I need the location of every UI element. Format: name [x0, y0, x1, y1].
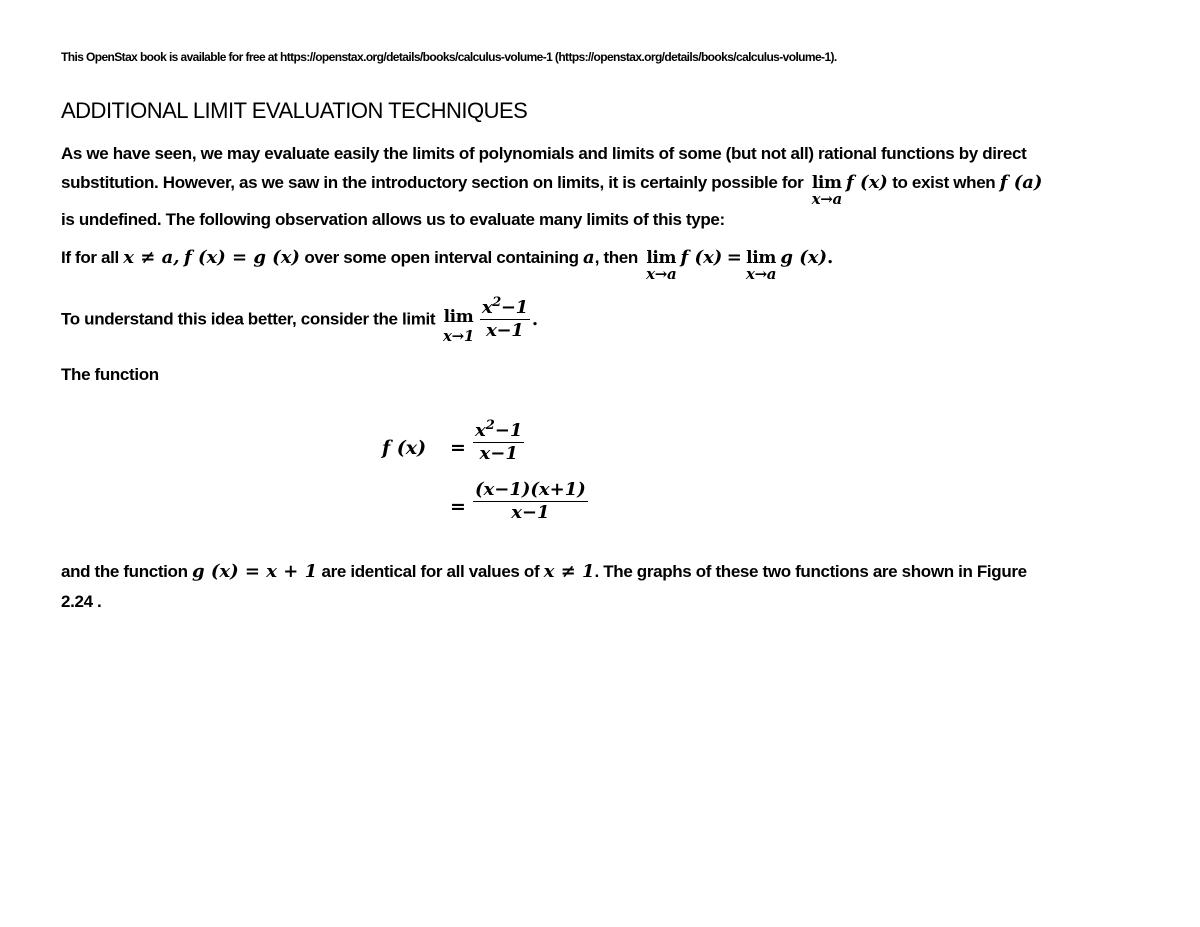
lim-subscript: x→a [811, 190, 842, 208]
lim-operator: lim [746, 248, 777, 268]
fraction-denominator: x−1 [486, 320, 524, 341]
section-heading: ADDITIONAL LIMIT EVALUATION TECHNIQUES [61, 98, 528, 123]
availability-note: This OpenStax book is available for free at https://openstax.org/details/books/calculus-volume-1 (https://openstax.org/details/books/calculus-volume-1). [61, 50, 837, 64]
base-x: x [481, 297, 493, 318]
para5-line1 [61, 561, 1027, 582]
para2-text1: If for all [61, 248, 119, 267]
math-g-x: g (x) [780, 247, 828, 268]
para1-line2 [61, 172, 1043, 208]
eq-lhs: f (x) [382, 437, 427, 459]
math-f-a: f (a) [999, 172, 1043, 193]
eq-frac-1 [473, 418, 524, 464]
eq-sign-2: = [450, 496, 466, 518]
math-a: a [583, 247, 595, 268]
equals-sign: = [726, 247, 742, 268]
para1-line2-mid: to exist when [892, 173, 996, 192]
period: . [531, 309, 539, 330]
minus-one: −1 [500, 297, 528, 318]
para1-line1: As we have seen, we may evaluate easily the limits of polynomials and limits of some (but not all) rational functions by direct [61, 144, 1027, 163]
lim-operator: lim [646, 248, 677, 268]
figure-reference: 2.24 . [61, 592, 102, 611]
math-x-ne-1: x ≠ 1 [543, 561, 595, 582]
fraction-denominator: x−1 [479, 443, 518, 464]
lim-subscript: x→a [746, 265, 777, 283]
math-x-ne-a: x ≠ a, [123, 247, 180, 268]
exponent: 2 [492, 295, 501, 310]
fraction-numerator: (x−1)(x+1) [475, 479, 586, 500]
lim-operator: lim [811, 173, 842, 193]
fraction [480, 295, 530, 341]
lim-operator: lim [443, 307, 474, 327]
limit-x-to-1 [443, 307, 474, 345]
para3-text: To understand this idea better, consider the limit [61, 309, 436, 329]
base-x: x [475, 420, 486, 441]
para2-text3: , then [594, 248, 638, 267]
lim-subscript: x→a [646, 265, 677, 283]
para1-line3: is undefined. The following observation allows us to evaluate many limits of this type: [61, 210, 725, 229]
fraction [473, 418, 524, 464]
para3 [61, 295, 539, 345]
para1-line2-text: substitution. However, as we saw in the introductory section on limits, it is certainly possible for [61, 173, 804, 192]
eq-frac-2 [473, 480, 588, 523]
fraction-numerator [473, 418, 524, 443]
para5-text2: are identical for all values of [321, 562, 540, 581]
fraction-denominator: x−1 [511, 502, 550, 523]
math-f-x: f (x) [846, 172, 888, 193]
para5-text1: and the function [61, 562, 188, 581]
math-f-x: f (x) [680, 247, 723, 268]
eq-sign-1: = [450, 437, 466, 459]
para5-text3: . The graphs of these two functions are shown in Figure [594, 562, 1027, 581]
period: . [827, 247, 834, 268]
lim-subscript: x→1 [443, 327, 474, 345]
limit-g [746, 248, 777, 283]
limit-expression [811, 173, 842, 208]
limit-f [646, 248, 677, 283]
math-g-def: g (x) = x + 1 [191, 561, 318, 582]
fraction-numerator [480, 295, 530, 320]
exponent: 2 [485, 418, 495, 433]
math-f-eq-g: f (x) = g (x) [183, 247, 300, 268]
para2-text2: over some open interval containing [304, 248, 579, 267]
para4: The function [61, 365, 159, 384]
fraction [473, 480, 588, 523]
para2 [61, 247, 834, 283]
minus-one: −1 [494, 420, 523, 441]
